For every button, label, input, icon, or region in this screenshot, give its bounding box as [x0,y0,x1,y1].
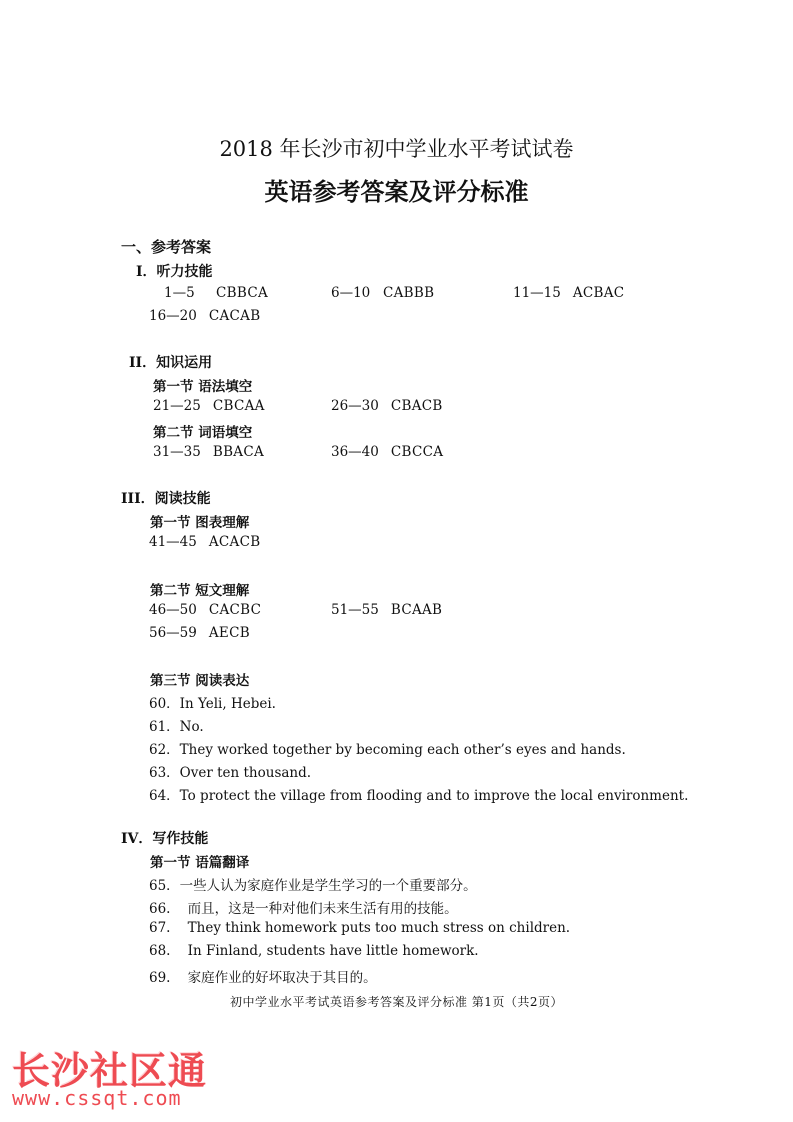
knowledge-sec1-heading: 第一节 语法填空 [153,379,253,395]
answer-group: 16—20 CACAB [149,308,261,324]
reading-sec2-heading: 第二节 短文理解 [150,583,250,599]
answer-line: 65．一些人认为家庭作业是学生学习的一个重要部分。 [149,878,477,894]
answer-line: 67. They think homework puts too much stress on children. [149,920,571,936]
listening-heading: I．听力技能 [136,264,213,280]
answer-group: 21—25 CBCAA [153,398,265,414]
answer-line: 61．No. [149,719,204,735]
answer-line: 64．To protect the village from flooding and to improve the local environment. [149,788,689,804]
answer-group: 56—59 AECB [149,625,250,641]
writing-heading: IV．写作技能 [121,831,209,847]
knowledge-heading: II．知识运用 [129,355,213,371]
answer-line: 60．In Yeli, Hebei. [149,696,276,712]
answer-line: 68. In Finland, students have little homework. [149,943,479,959]
watermark-url: www.cssqt.com [12,1086,182,1110]
answer-group: 11—15 ACBAC [513,285,625,301]
answer-group: 26—30 CBACB [331,398,443,414]
answer-line: 63．Over ten thousand. [149,765,312,781]
document-title: 2018 年长沙市初中学业水平考试试卷 [219,137,574,161]
answer-group: 6—10 CABBB [331,285,435,301]
knowledge-sec2-heading: 第二节 词语填空 [153,425,253,441]
section-heading-answers: 一、参考答案 [121,238,212,256]
answer-group: 41—45 ACACB [149,534,261,550]
answer-line: 69. 家庭作业的好坏取决于其目的。 [149,970,377,986]
answer-line: 66. 而且，这是一种对他们未来生活有用的技能。 [149,901,458,917]
answer-group: 46—50 CACBC [149,602,262,618]
answer-line: 62．They worked together by becoming each other’s eyes and hands. [149,742,626,758]
answer-group: 51—55 BCAAB [331,602,443,618]
document-subtitle: 英语参考答案及评分标准 [264,177,529,206]
reading-heading: III．阅读技能 [121,491,211,507]
reading-sec1-heading: 第一节 图表理解 [150,515,250,531]
reading-sec3-heading: 第三节 阅读表达 [150,673,250,689]
answer-group: 1—5 CBBCA [164,285,268,301]
writing-sec1-heading: 第一节 语篇翻译 [150,855,250,871]
answer-group: 31—35 BBACA [153,444,265,460]
answer-group: 36—40 CBCCA [331,444,444,460]
watermark-logo: 长沙社区通 [12,1049,208,1093]
page-footer: 初中学业水平考试英语参考答案及评分标准 第1页（共2页） [229,995,564,1009]
